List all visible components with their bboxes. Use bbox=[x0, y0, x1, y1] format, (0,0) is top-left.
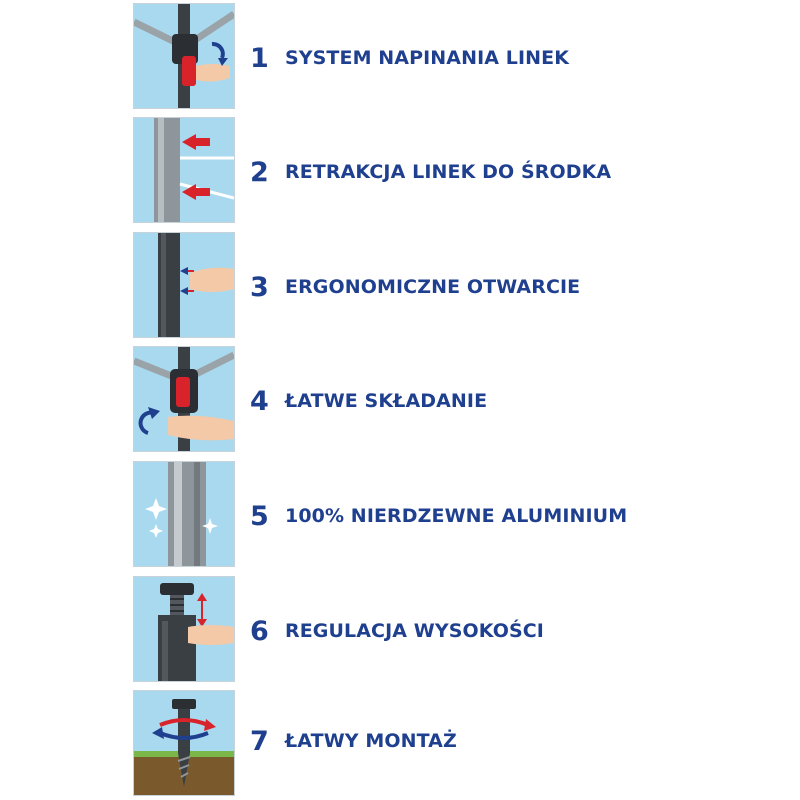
feature-row-3 bbox=[0, 232, 800, 340]
feature-label: REGULACJA WYSOKOŚCI bbox=[285, 620, 544, 642]
feature-row-4 bbox=[0, 346, 800, 454]
feature-row-2 bbox=[0, 117, 800, 225]
feature-label: RETRAKCJA LINEK DO ŚRODKA bbox=[285, 161, 612, 183]
feature-label: ERGONOMICZNE OTWARCIE bbox=[285, 276, 581, 298]
feature-number: 6 bbox=[250, 616, 269, 647]
feature-number: 3 bbox=[250, 272, 269, 303]
feature-row-7 bbox=[0, 690, 800, 798]
easy-mounting-icon bbox=[133, 690, 235, 796]
stainless-aluminium-icon bbox=[133, 461, 235, 567]
feature-row-1 bbox=[0, 3, 800, 111]
feature-label: ŁATWY MONTAŻ bbox=[285, 730, 457, 752]
feature-number: 7 bbox=[250, 726, 269, 757]
feature-label: SYSTEM NAPINANIA LINEK bbox=[285, 47, 570, 69]
feature-row-6 bbox=[0, 576, 800, 684]
line-retraction-icon bbox=[133, 117, 235, 223]
feature-number: 1 bbox=[250, 43, 269, 74]
line-tension-icon bbox=[133, 3, 235, 109]
easy-folding-icon bbox=[133, 346, 235, 452]
ergonomic-opening-icon bbox=[133, 232, 235, 338]
feature-label: ŁATWE SKŁADANIE bbox=[285, 390, 488, 412]
feature-number: 4 bbox=[250, 386, 269, 417]
height-adjustment-icon bbox=[133, 576, 235, 682]
feature-number: 5 bbox=[250, 501, 269, 532]
feature-number: 2 bbox=[250, 157, 269, 188]
feature-label: 100% NIERDZEWNE ALUMINIUM bbox=[285, 505, 628, 527]
feature-row-5 bbox=[0, 461, 800, 569]
